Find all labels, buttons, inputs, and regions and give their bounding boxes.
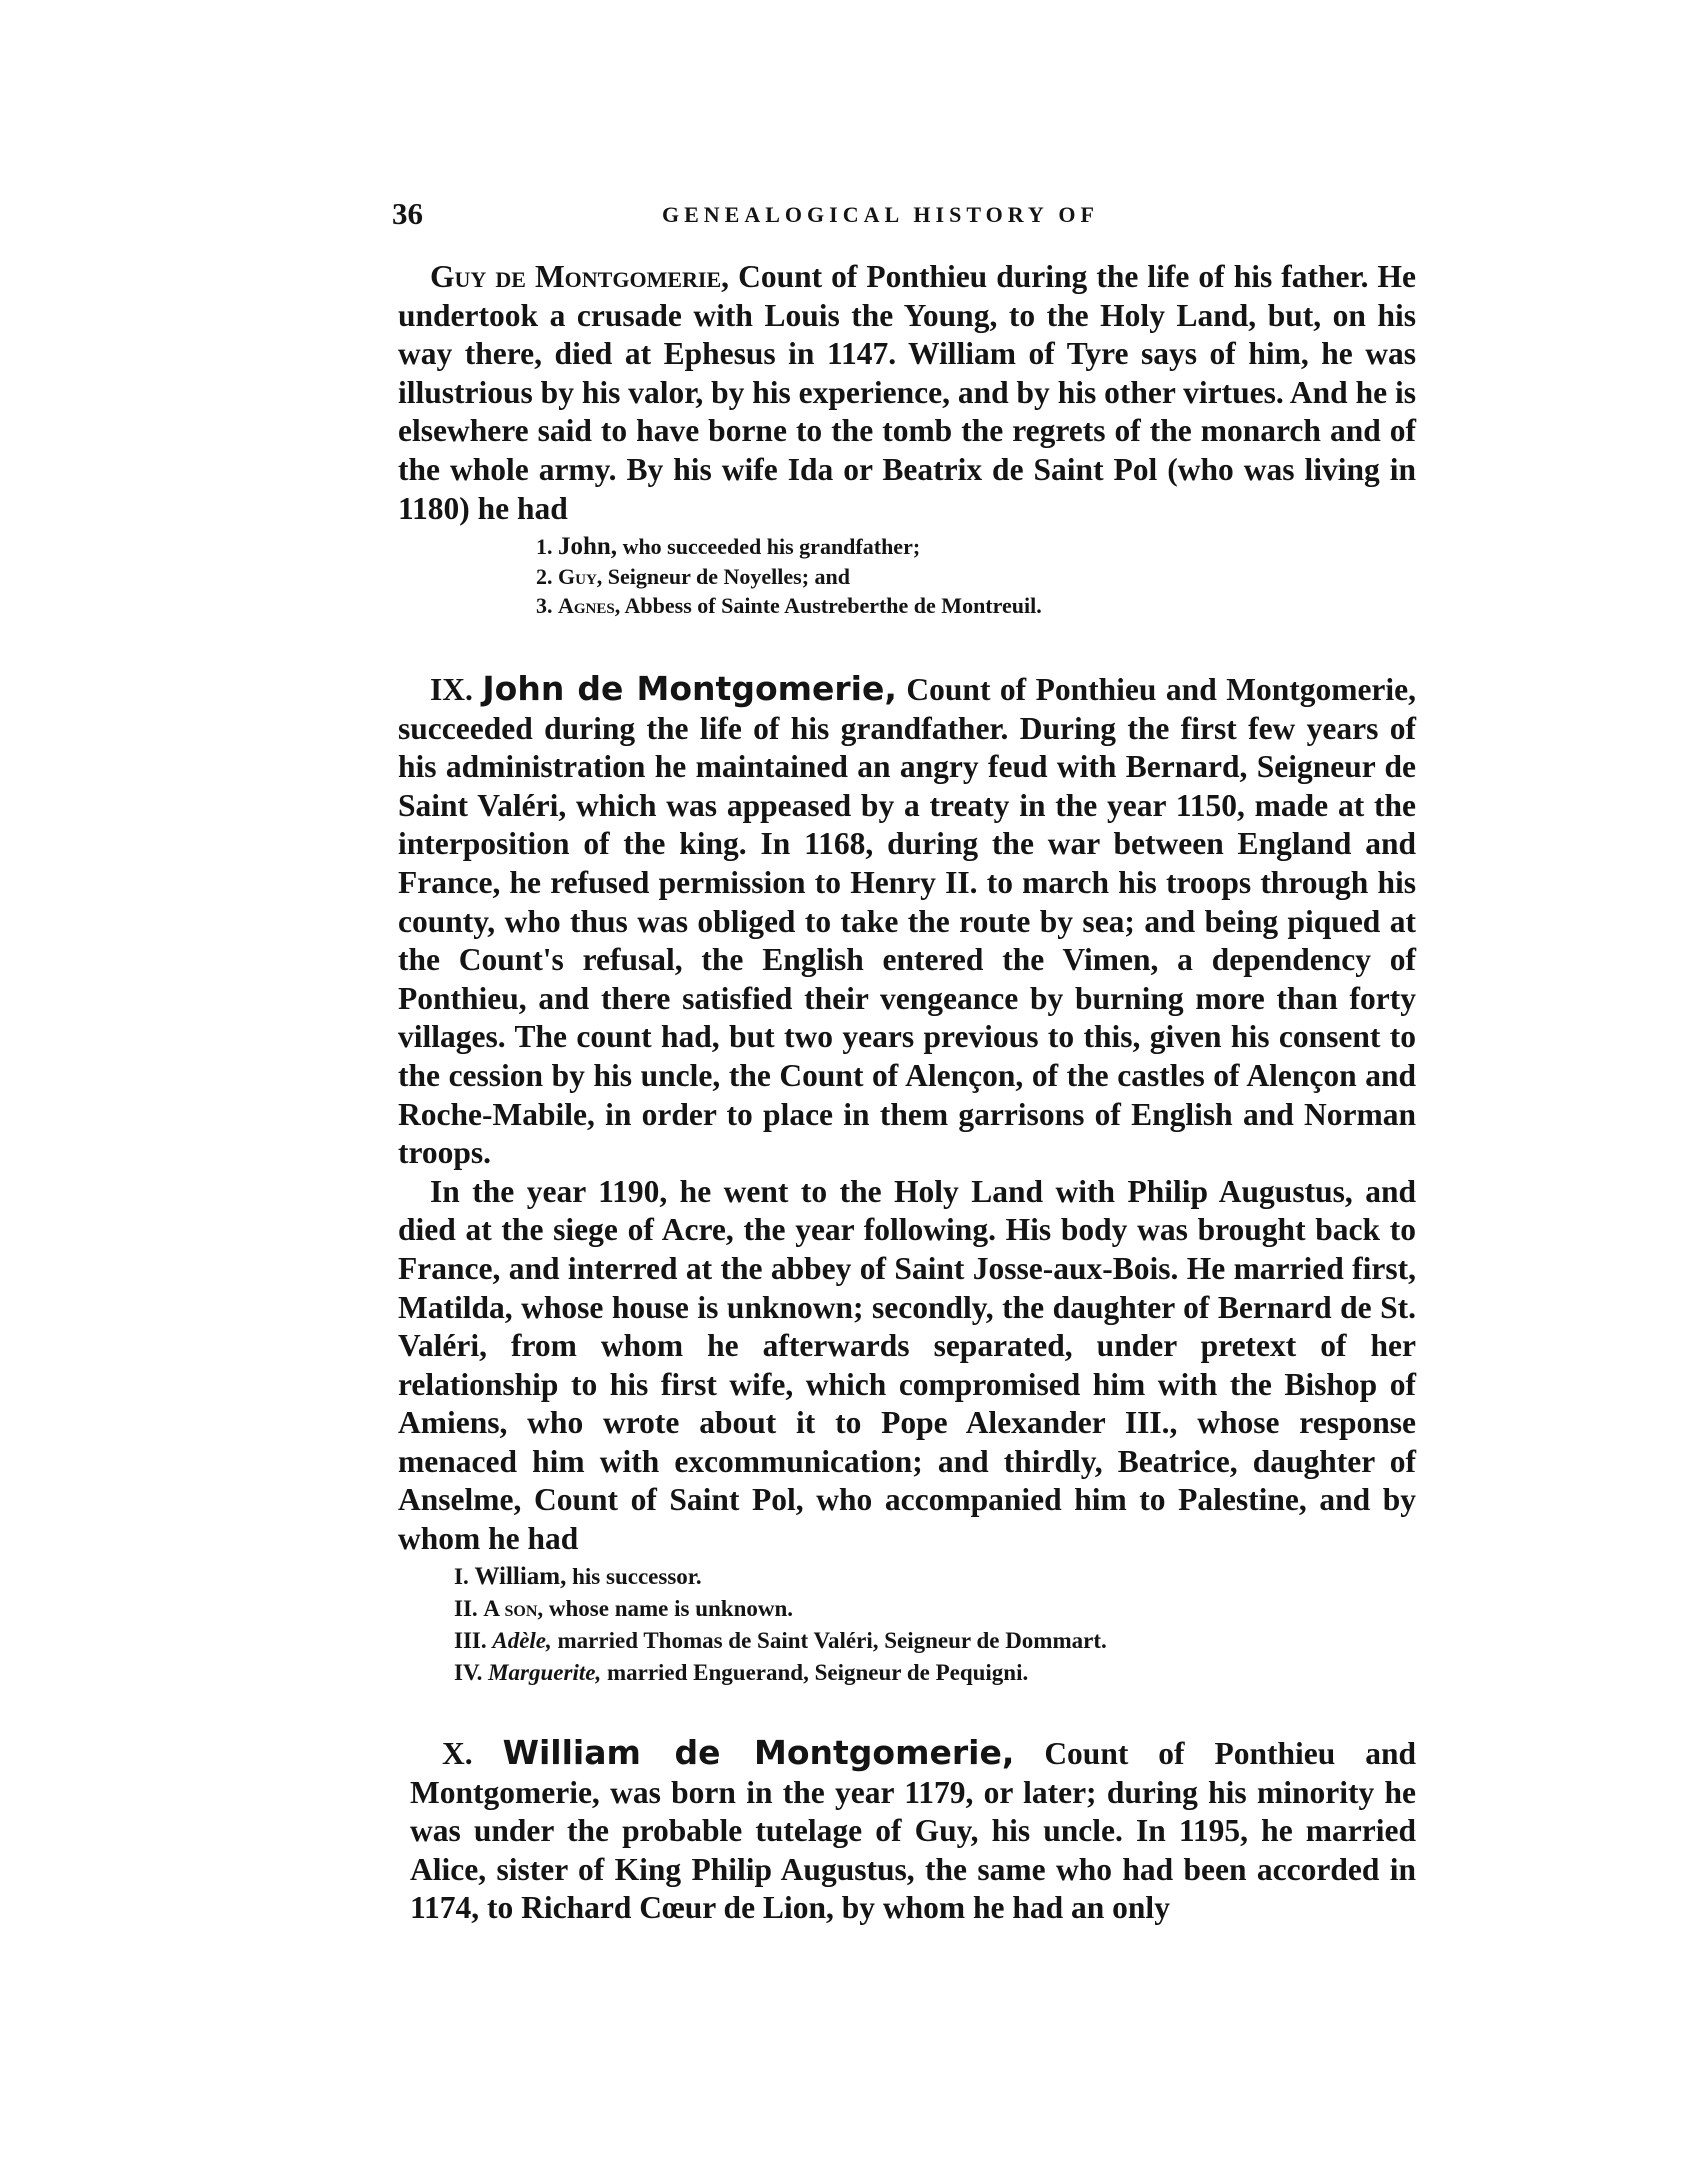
page-number: 36 bbox=[392, 196, 423, 231]
guy-text: Count of Ponthieu during the life of his father. He undertook a crusade with Louis the Young, to the Holy Land, but, on his way there, died at Ephesus in 1147. William of Tyre says of him, he was illustrious by his valor, by his experience, and by his other virtues. And he is elsewhere said to have borne to the tomb the regrets of the monarch and of the whole army. By his wife Ida or Beatrix de Saint Pol (who was living in 1180) he had bbox=[398, 259, 1416, 526]
child-name: A son, bbox=[483, 1595, 544, 1621]
list-item bbox=[536, 532, 1416, 562]
john-children-list bbox=[454, 1561, 1416, 1689]
section-john bbox=[398, 670, 1416, 1689]
section-guy bbox=[398, 258, 1416, 621]
list-item bbox=[536, 562, 1416, 592]
list-item bbox=[536, 591, 1416, 621]
child-description: married Thomas de Saint Valéri, Seigneur de Dommart. bbox=[551, 1627, 1107, 1653]
list-item bbox=[454, 1593, 1416, 1625]
list-item bbox=[454, 1625, 1416, 1657]
list-number: 3. bbox=[536, 593, 553, 619]
running-head: GENEALOGICAL HISTORY OF bbox=[662, 202, 1099, 227]
william-text: Count of Ponthieu and Montgomerie, was born in the year 1179, or later; during his minority he was under the probable tutelage of Guy, his uncle. In 1195, he married Alice, sister of King Philip Augustus, the same who had been accorded in 1174, to Richard Cœur de Lion, by whom he had an only bbox=[410, 1736, 1416, 1926]
child-description: his successor. bbox=[566, 1563, 702, 1589]
page-header bbox=[392, 196, 1412, 236]
william-numeral: X. bbox=[442, 1736, 473, 1771]
child-name: Marguerite, bbox=[488, 1659, 602, 1685]
child-description: whose name is unknown. bbox=[543, 1595, 794, 1621]
john-text-1: Count of Ponthieu and Montgomerie, succeeded during the life of his grandfather. During the first few years of his administration he maintained an angry feud with Bernard, Seigneur de Saint Valéri, which was appeased by a treaty in the year 1150, made at the interposition of the king. In 1168, during the war between England and France, he refused permission to Henry II. to march his troops through his county, who thus was obliged to take the route by sea; and being piqued at the Count's refusal, the English entered the Vimen, a dependency of Ponthieu, and there satisfied their vengeance by burning more than forty villages. The count had, but two years previous to this, given his consent to the cession by his uncle, the Count of Alençon, of the castles of Alençon and Roche-Mabile, in order to place in them garrisons of English and Norman troops. bbox=[398, 672, 1417, 1171]
list-number: 2. bbox=[536, 563, 553, 589]
child-description: Abbess of Sainte Austreberthe de Montreuil. bbox=[620, 593, 1042, 619]
list-number: III. bbox=[454, 1627, 487, 1653]
child-name: Adèle, bbox=[492, 1627, 552, 1653]
child-description: who succeeded his grandfather; bbox=[617, 534, 921, 560]
john-paragraph-1 bbox=[398, 670, 1416, 1173]
guy-children-list bbox=[536, 532, 1416, 621]
list-item bbox=[454, 1561, 1416, 1593]
child-name: Guy, bbox=[558, 563, 603, 589]
child-description: Seigneur de Noyelles; and bbox=[602, 563, 850, 589]
list-number: I. bbox=[454, 1563, 469, 1589]
william-name: William de Montgomerie, bbox=[502, 1733, 1015, 1772]
guy-paragraph bbox=[398, 258, 1416, 528]
guy-name: Guy de Montgomerie, bbox=[430, 259, 730, 294]
list-number: 1. bbox=[536, 534, 553, 560]
child-description: married Enguerand, Seigneur de Pequigni. bbox=[601, 1659, 1029, 1685]
child-name: Agnes, bbox=[558, 593, 621, 619]
john-name: John de Montgomerie, bbox=[482, 669, 897, 708]
william-paragraph bbox=[410, 1734, 1416, 1928]
section-william bbox=[410, 1734, 1416, 1928]
list-item bbox=[454, 1657, 1416, 1689]
john-paragraph-2: In the year 1190, he went to the Holy Land with Philip Augustus, and died at the siege of Acre, the year following. His body was brought back to France, and interred at the abbey of Saint Josse-aux-Bois. He married first, Matilda, whose house is unknown; secondly, the daughter of Bernard de St. Valéri, from whom he afterwards separated, under pretext of her relationship to his first wife, which compromised him with the Bishop of Amiens, who wrote about it to Pope Alexander III., whose response menaced him with excommunication; and thirdly, Beatrice, daughter of Anselme, Count of Saint Pol, who accompanied him to Palestine, and by whom he had bbox=[398, 1173, 1416, 1557]
list-number: IV. bbox=[454, 1659, 483, 1685]
john-numeral: IX. bbox=[430, 672, 473, 707]
child-name: William, bbox=[474, 1562, 567, 1590]
child-name: John, bbox=[558, 533, 618, 561]
list-number: II. bbox=[454, 1595, 478, 1621]
